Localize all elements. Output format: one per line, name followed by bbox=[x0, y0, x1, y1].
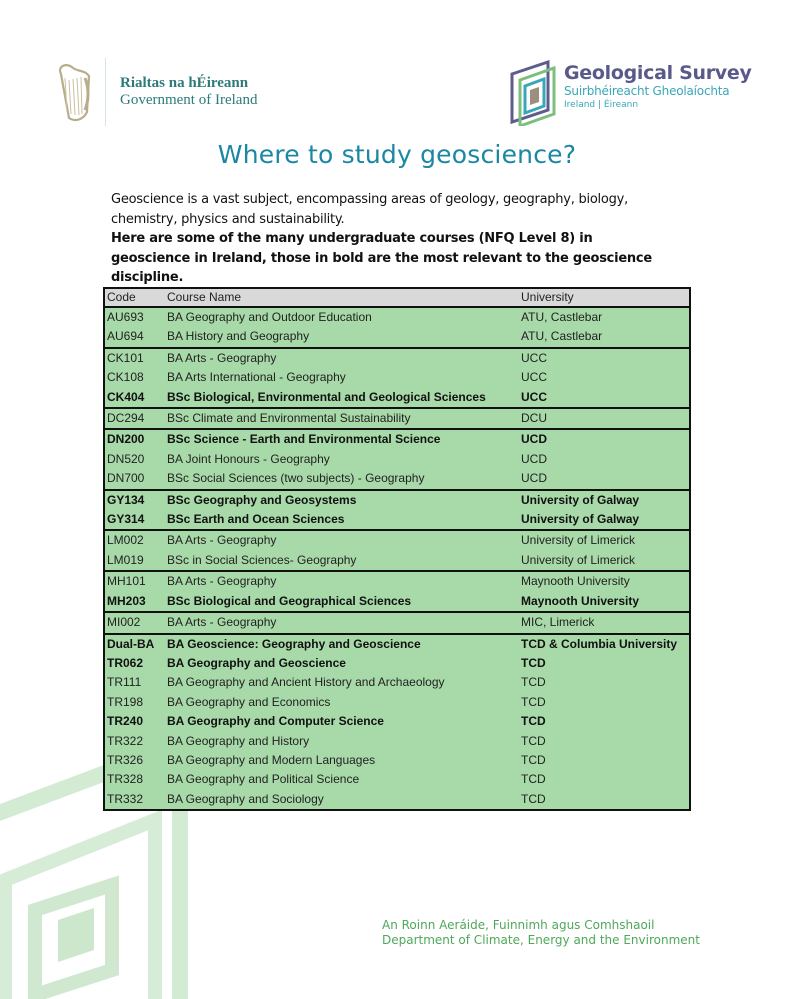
course-name: BA Geoscience: Geography and Geoscience bbox=[165, 634, 519, 654]
courses-table bbox=[103, 287, 691, 811]
course-name: BA Arts - Geography bbox=[165, 612, 519, 633]
course-code: CK404 bbox=[104, 388, 165, 408]
course-name: BA Geography and Geoscience bbox=[167, 655, 346, 670]
course-code: TR062 bbox=[104, 654, 165, 673]
course-name: BA Arts International - Geography bbox=[167, 370, 346, 385]
course-name: BA Geography and Computer Science bbox=[167, 714, 384, 729]
header-university: University bbox=[519, 288, 690, 307]
course-code: DN200 bbox=[104, 429, 165, 449]
geological-survey-logo bbox=[508, 60, 752, 126]
course-code: DN700 bbox=[104, 469, 165, 489]
course-code: CK101 bbox=[104, 348, 165, 368]
course-code: MI002 bbox=[104, 612, 165, 633]
gov-name-english: Government of Ireland bbox=[120, 92, 258, 108]
harp-icon bbox=[55, 60, 93, 124]
course-name: BA Geography and History bbox=[167, 733, 310, 748]
course-name: BA Geography and Economics bbox=[167, 694, 331, 709]
course-university: University of Galway bbox=[519, 510, 690, 530]
table-row bbox=[104, 510, 690, 530]
table-row bbox=[104, 654, 690, 673]
course-name: BSc Biological, Environmental and Geological Sciences bbox=[167, 389, 486, 404]
course-name: BA Arts - Geography bbox=[165, 348, 519, 368]
table-row bbox=[104, 634, 690, 654]
course-code: TR328 bbox=[104, 770, 165, 789]
course-code: TR111 bbox=[104, 673, 165, 692]
course-code: TR240 bbox=[104, 712, 165, 731]
course-university: TCD bbox=[519, 770, 690, 789]
gov-name-irish: Rialtas na hÉireann bbox=[120, 75, 249, 91]
department-footer bbox=[382, 918, 700, 948]
table-row bbox=[104, 429, 690, 449]
department-name-english: Department of Climate, Energy and the Environment bbox=[382, 933, 700, 947]
course-code: TR198 bbox=[104, 693, 165, 712]
course-name: BA Geography and Ancient History and Archaeology bbox=[167, 675, 445, 690]
course-university: TCD & Columbia University bbox=[519, 634, 690, 654]
government-of-ireland-logo bbox=[55, 58, 257, 126]
header-code: Code bbox=[104, 288, 165, 307]
table-row bbox=[104, 693, 690, 712]
course-code: LM002 bbox=[104, 530, 165, 550]
course-university: TCD bbox=[519, 790, 690, 810]
table-row bbox=[104, 751, 690, 770]
course-university: UCC bbox=[519, 388, 690, 408]
header-course-name: Course Name bbox=[165, 288, 519, 307]
course-university: UCD bbox=[519, 469, 690, 489]
course-name: BSc Earth and Ocean Sciences bbox=[167, 512, 345, 527]
course-name: BSc Science - Earth and Environmental Science bbox=[165, 429, 519, 449]
course-code: TR332 bbox=[104, 790, 165, 810]
table-row bbox=[104, 408, 690, 429]
course-university: ATU, Castlebar bbox=[519, 327, 690, 347]
gsi-squares-icon bbox=[508, 60, 558, 126]
table-row bbox=[104, 732, 690, 751]
course-university: UCD bbox=[519, 450, 690, 469]
table-row bbox=[104, 770, 690, 789]
course-university: MIC, Limerick bbox=[519, 612, 690, 633]
table-header-row bbox=[104, 288, 690, 307]
course-university: UCC bbox=[519, 348, 690, 368]
table-row bbox=[104, 673, 690, 692]
course-code: AU694 bbox=[104, 327, 165, 347]
course-name: BA Geography and Outdoor Education bbox=[165, 307, 519, 327]
page-title: Where to study geoscience? bbox=[217, 140, 577, 169]
intro-text: Geoscience is a vast subject, encompassing areas of geology, geography, biology, chemistry, physics and sustainability. bbox=[111, 192, 628, 227]
course-name: BA Arts - Geography bbox=[165, 530, 519, 550]
table-row bbox=[104, 530, 690, 550]
gsi-country: Ireland | Éireann bbox=[564, 100, 639, 110]
course-code: AU693 bbox=[104, 307, 165, 327]
course-code: CK108 bbox=[104, 368, 165, 387]
table-row bbox=[104, 469, 690, 489]
course-code: Dual-BA bbox=[104, 634, 165, 654]
course-university: TCD bbox=[519, 693, 690, 712]
table-row bbox=[104, 368, 690, 387]
course-name: BA Arts - Geography bbox=[165, 571, 519, 591]
course-university: TCD bbox=[519, 712, 690, 731]
course-name: BA Geography and Sociology bbox=[165, 790, 519, 810]
course-university: DCU bbox=[519, 408, 690, 429]
course-university: UCC bbox=[519, 368, 690, 387]
course-code: TR322 bbox=[104, 732, 165, 751]
table-row bbox=[104, 327, 690, 347]
table-row bbox=[104, 712, 690, 731]
course-university: University of Limerick bbox=[519, 530, 690, 550]
course-code: DN520 bbox=[104, 450, 165, 469]
course-code: LM019 bbox=[104, 551, 165, 571]
course-university: University of Limerick bbox=[519, 551, 690, 571]
table-row bbox=[104, 612, 690, 633]
table-row bbox=[104, 450, 690, 469]
course-code: GY314 bbox=[104, 510, 165, 530]
course-name: BA History and Geography bbox=[167, 329, 310, 344]
course-name: BSc in Social Sciences- Geography bbox=[167, 552, 357, 567]
course-name: BA Joint Honours - Geography bbox=[167, 451, 330, 466]
course-university: TCD bbox=[519, 732, 690, 751]
gsi-name-irish: Suirbhéireacht Gheolaíochta bbox=[564, 84, 730, 98]
course-code: DC294 bbox=[104, 408, 165, 429]
course-university: TCD bbox=[519, 751, 690, 770]
table-row bbox=[104, 790, 690, 810]
department-name-irish: An Roinn Aeráide, Fuinnimh agus Comhshaoil bbox=[382, 918, 655, 932]
intro-bold-text: Here are some of the many undergraduate courses (NFQ Level 8) in geoscience in Ireland, those in bold are the most relevant to the geoscience discipline. bbox=[111, 231, 652, 285]
table-row bbox=[104, 592, 690, 612]
logo-divider bbox=[105, 58, 106, 126]
intro-paragraph bbox=[111, 190, 671, 288]
table-row bbox=[104, 307, 690, 327]
table-row bbox=[104, 388, 690, 408]
course-code: MH101 bbox=[104, 571, 165, 591]
course-code: TR326 bbox=[104, 751, 165, 770]
table-row bbox=[104, 348, 690, 368]
course-university: TCD bbox=[519, 654, 690, 673]
course-university: ATU, Castlebar bbox=[519, 307, 690, 327]
course-university: University of Galway bbox=[519, 490, 690, 510]
course-name: BSc Geography and Geosystems bbox=[165, 490, 519, 510]
table-row bbox=[104, 490, 690, 510]
course-name: BSc Social Sciences (two subjects) - Geography bbox=[167, 471, 425, 486]
course-university: TCD bbox=[519, 673, 690, 692]
course-university: Maynooth University bbox=[519, 592, 690, 612]
table-row bbox=[104, 551, 690, 571]
table-body bbox=[104, 307, 690, 810]
course-university: Maynooth University bbox=[519, 571, 690, 591]
course-name: BA Geography and Political Science bbox=[167, 772, 360, 787]
course-code: MH203 bbox=[104, 592, 165, 612]
course-name: BSc Climate and Environmental Sustainability bbox=[165, 408, 519, 429]
course-university: UCD bbox=[519, 429, 690, 449]
course-name: BA Geography and Modern Languages bbox=[167, 752, 376, 767]
gsi-name-english: Geological Survey bbox=[564, 62, 752, 84]
course-code: GY134 bbox=[104, 490, 165, 510]
table-row bbox=[104, 571, 690, 591]
course-name: BSc Biological and Geographical Sciences bbox=[167, 593, 412, 608]
